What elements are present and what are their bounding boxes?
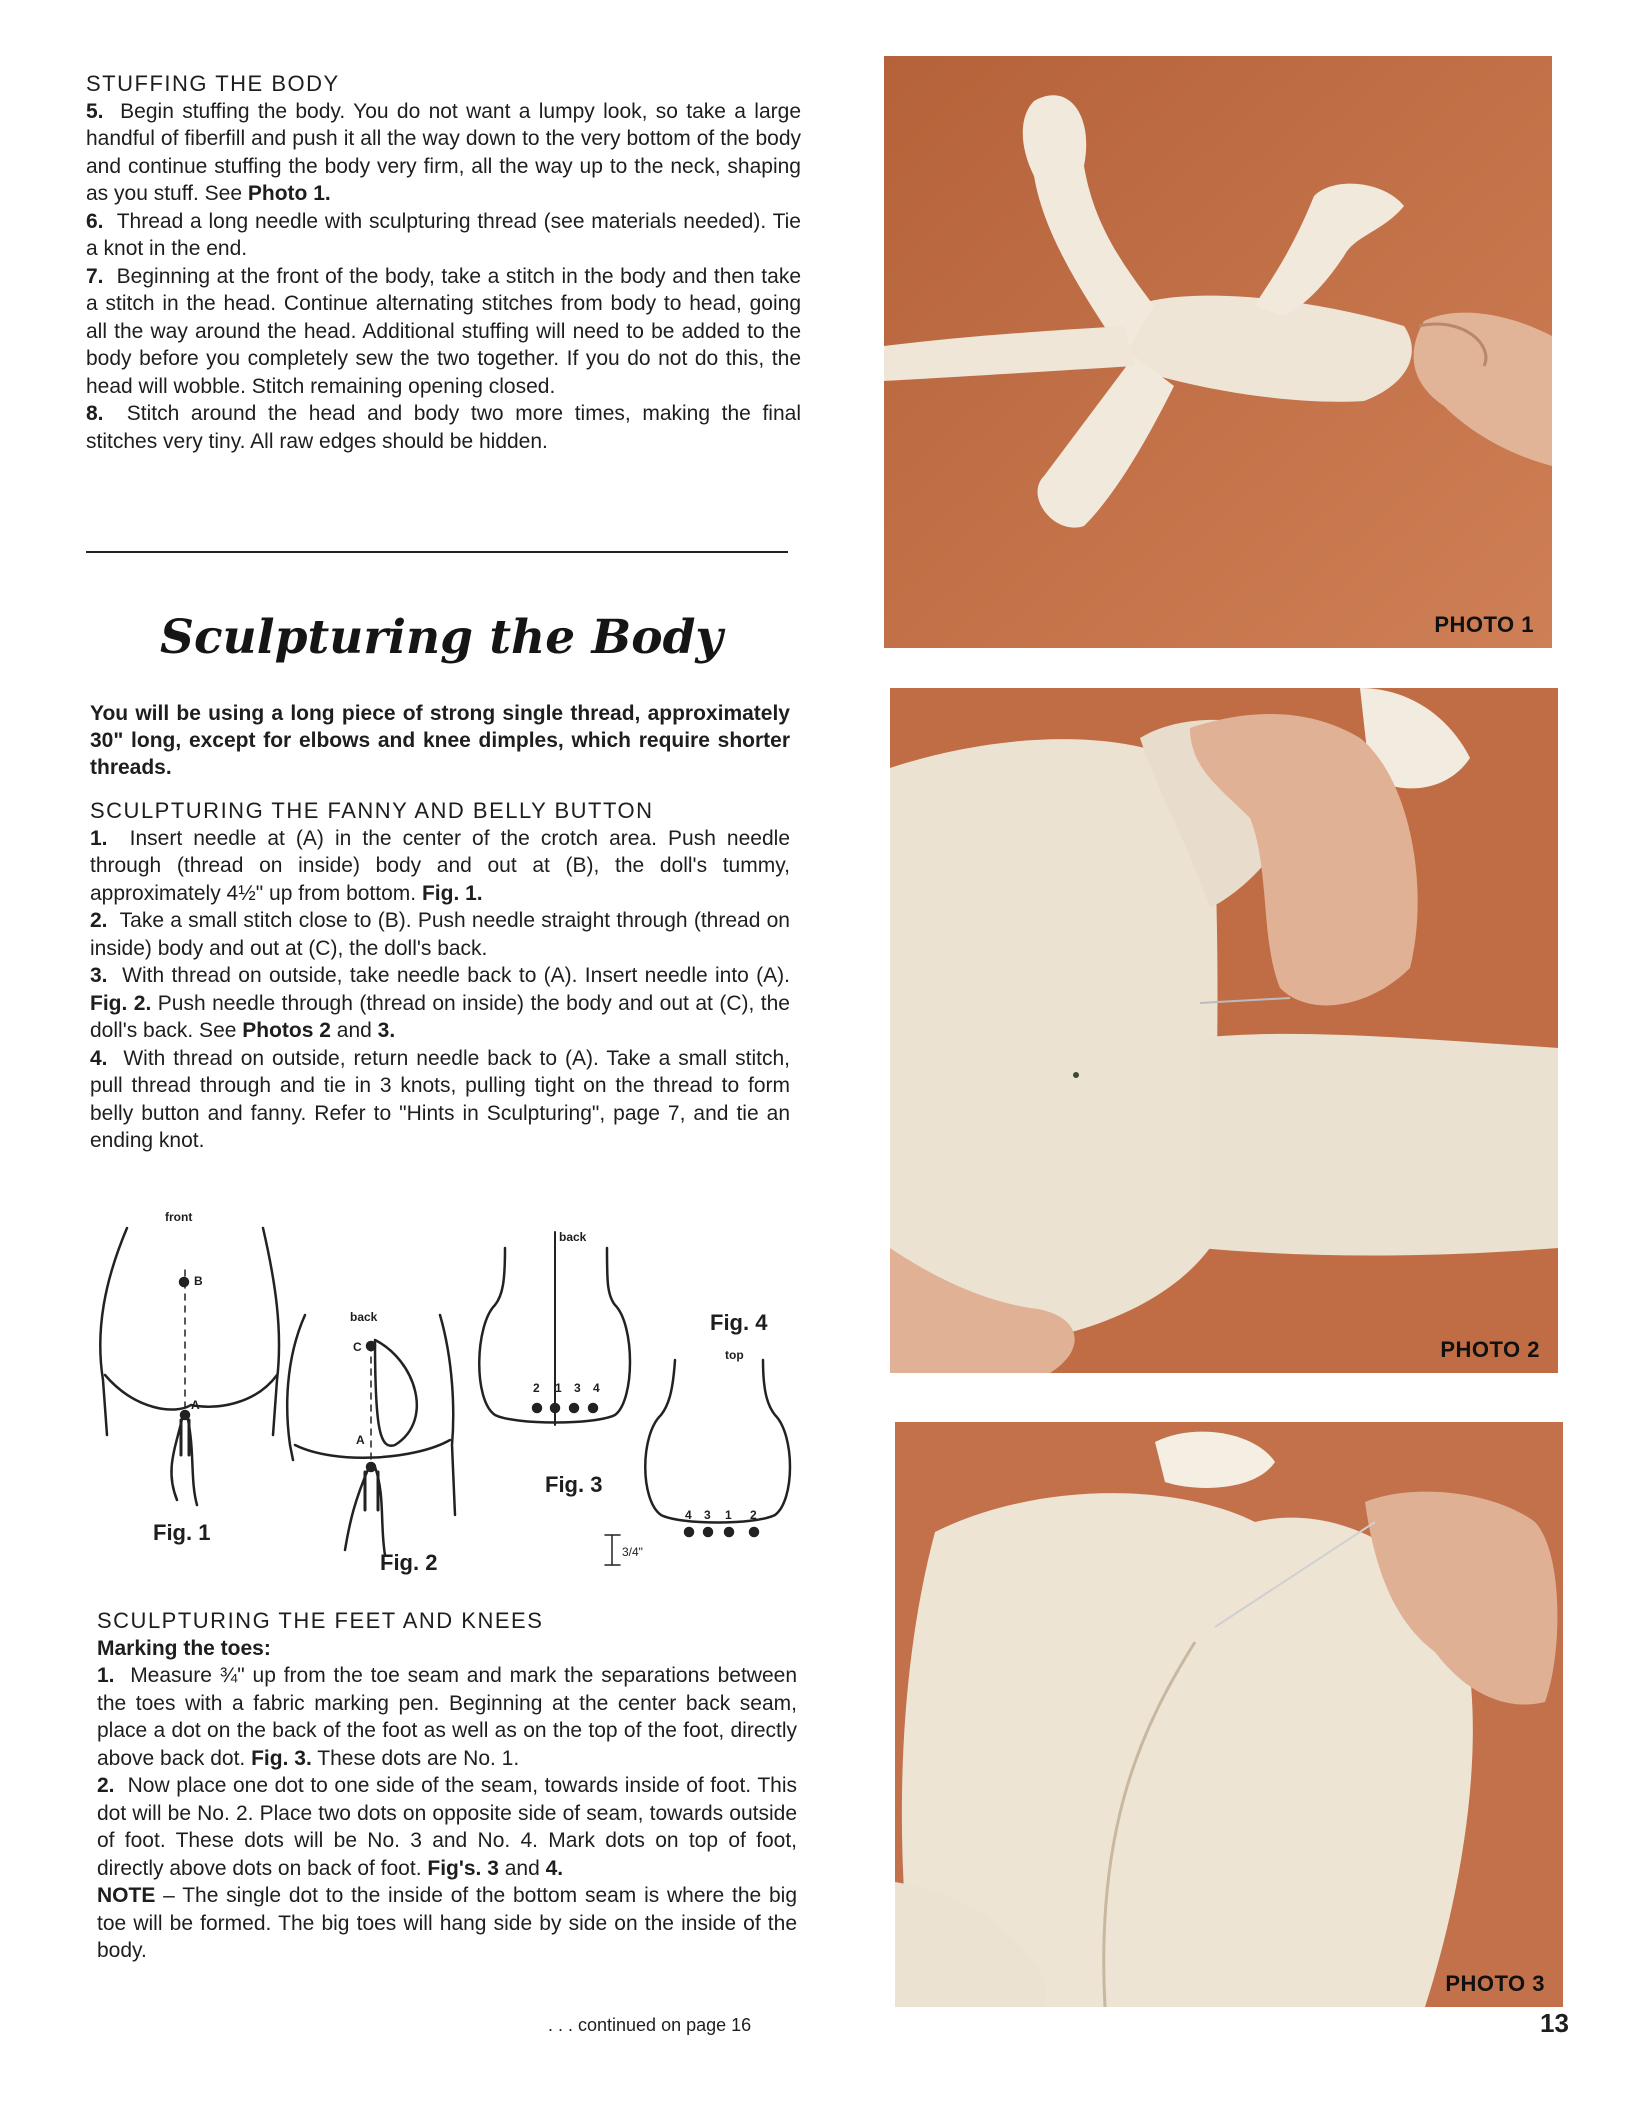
stuffing-section xyxy=(86,70,801,455)
photo-2 xyxy=(890,688,1558,1373)
fig1-label: Fig. 1 xyxy=(153,1520,211,1545)
photo-3-image xyxy=(895,1422,1563,2007)
fig4-dot-4: 4 xyxy=(685,1508,692,1522)
fanny-section xyxy=(90,797,790,1155)
stuffing-step-5: 5. Begin stuffing the body. You do not want a lumpy look, so take a large handful of fiberfill and push it all the way down to the very bottom of the body and continue stuffing the body very firm, all the way up to the neck, shaping as you stuff. See Photo 1. xyxy=(86,99,802,205)
stuffing-step-8: 8. Stitch around the head and body two more times, making the final stitches very tiny. All raw edges should be hidden. xyxy=(86,402,801,453)
fig1-point-b: B xyxy=(194,1274,203,1288)
fig4-dot-1: 1 xyxy=(725,1508,732,1522)
stuffing-heading: STUFFING THE BODY xyxy=(86,71,340,96)
fig2-back-label: back xyxy=(350,1310,378,1324)
figures-area xyxy=(95,1210,815,1580)
fig1-drawing xyxy=(100,1228,279,1505)
fig4-label: Fig. 4 xyxy=(710,1310,768,1335)
fanny-step-4: 4. With thread on outside, return needle back to (A). Take a small stitch, pull thread through and tie in 3 knots, pulling tight on the thread to form belly button and fanny. Refer to "Hints in Sculpturing", page 7, and tie an ending knot. xyxy=(90,1046,790,1152)
section-divider xyxy=(86,551,788,553)
fig3-dots xyxy=(533,1404,597,1412)
fig4-dot-2: 2 xyxy=(750,1508,757,1522)
fig3-back-label: back xyxy=(559,1230,587,1244)
feet-step-1: 1. Measure ¾" up from the toe seam and mark the separations between the toes with a fabric marking pen. Beginning at the center back seam, place a dot on the back of the foot as well as on the top of the foot, directly above back dot. Fig. 3. These dots are No. 1. xyxy=(97,1664,797,1770)
feet-heading: SCULPTURING THE FEET AND KNEES xyxy=(97,1608,544,1633)
intro-paragraph: You will be using a long piece of strong single thread, approximately 30" long, except for elbows and knee dimples, which require shorter threads. xyxy=(90,702,790,779)
fig3-dot-2: 2 xyxy=(533,1381,540,1395)
fanny-step-1: 1. Insert needle at (A) in the center of the crotch area. Push needle through (thread on inside) body and out at (B), the doll's tummy, approximately 4½" up from bottom. Fig. 1. xyxy=(90,826,790,905)
feet-subheading: Marking the toes: xyxy=(97,1636,271,1660)
photo-2-label: PHOTO 2 xyxy=(1440,1337,1540,1362)
feet-section xyxy=(97,1607,797,1965)
feet-step-2: 2. Now place one dot to one side of the seam, towards inside of foot. This dot will be No. 2. Place two dots on opposite side of seam, towards outside of foot. These dots will be No. 3 and No. 4. Mark dots on top of foot, directly above dots on back of foot. Fig's. 3 and 4. xyxy=(97,1774,797,1880)
photo-3-label: PHOTO 3 xyxy=(1445,1971,1545,1996)
fig4-top-label: top xyxy=(725,1348,744,1362)
photo-2-image xyxy=(890,688,1558,1373)
fig2-label: Fig. 2 xyxy=(380,1550,438,1575)
fig2-point-a: A xyxy=(356,1433,365,1447)
page-number: 13 xyxy=(1540,2008,1569,2038)
fig1-point-a: A xyxy=(191,1398,200,1412)
fig4-measure: 3/4" xyxy=(622,1545,643,1559)
fig3-drawing xyxy=(479,1232,630,1425)
photo-1-image xyxy=(884,56,1552,648)
photo-3 xyxy=(895,1422,1563,2007)
fanny-step-2: 2. Take a small stitch close to (B). Push needle straight through (thread on inside) body and out at (C), the doll's back. xyxy=(90,909,790,960)
fig4-dot-3: 3 xyxy=(704,1508,711,1522)
continued-note: . . . continued on page 16 xyxy=(548,2015,752,2035)
fig3-dot-1: 1 xyxy=(555,1381,562,1395)
fanny-heading: SCULPTURING THE FANNY AND BELLY BUTTON xyxy=(90,798,654,823)
fig3-label: Fig. 3 xyxy=(545,1472,603,1497)
page-title: Sculpturing the Body xyxy=(160,610,723,665)
photo-1-label: PHOTO 1 xyxy=(1434,612,1534,637)
fig2-point-c: C xyxy=(353,1340,362,1354)
fig4-dots xyxy=(685,1528,758,1536)
fanny-step-3: 3. With thread on outside, take needle back to (A). Insert needle into (A). Fig. 2. Push needle through (thread on inside) the body and out at (C), the doll's back. See Photos 2 and 3. xyxy=(90,964,790,1042)
photo-1 xyxy=(884,56,1552,648)
fig3-dot-3: 3 xyxy=(574,1381,581,1395)
fig4-drawing xyxy=(605,1360,790,1565)
fig2-drawing xyxy=(287,1315,455,1555)
stuffing-step-7: 7. Beginning at the front of the body, take a stitch in the body and then take a stitch in the head. Continue alternating stitches from body to head, going all the way around the head. Additional stuffing will need to be added to the body before you completely sew the two together. If you do not do this, the head will wobble. Stitch remaining opening closed. xyxy=(86,264,801,398)
fig1-front-label: front xyxy=(165,1210,193,1224)
fig3-dot-4: 4 xyxy=(593,1381,600,1395)
feet-note: NOTE – The single dot to the inside of the bottom seam is where the big toe will be formed. The big toes will hang side by side on the inside of the body. xyxy=(97,1884,797,1962)
stuffing-step-6: 6. Thread a long needle with sculpturing thread (see materials needed). Tie a knot in the end. xyxy=(86,209,801,260)
